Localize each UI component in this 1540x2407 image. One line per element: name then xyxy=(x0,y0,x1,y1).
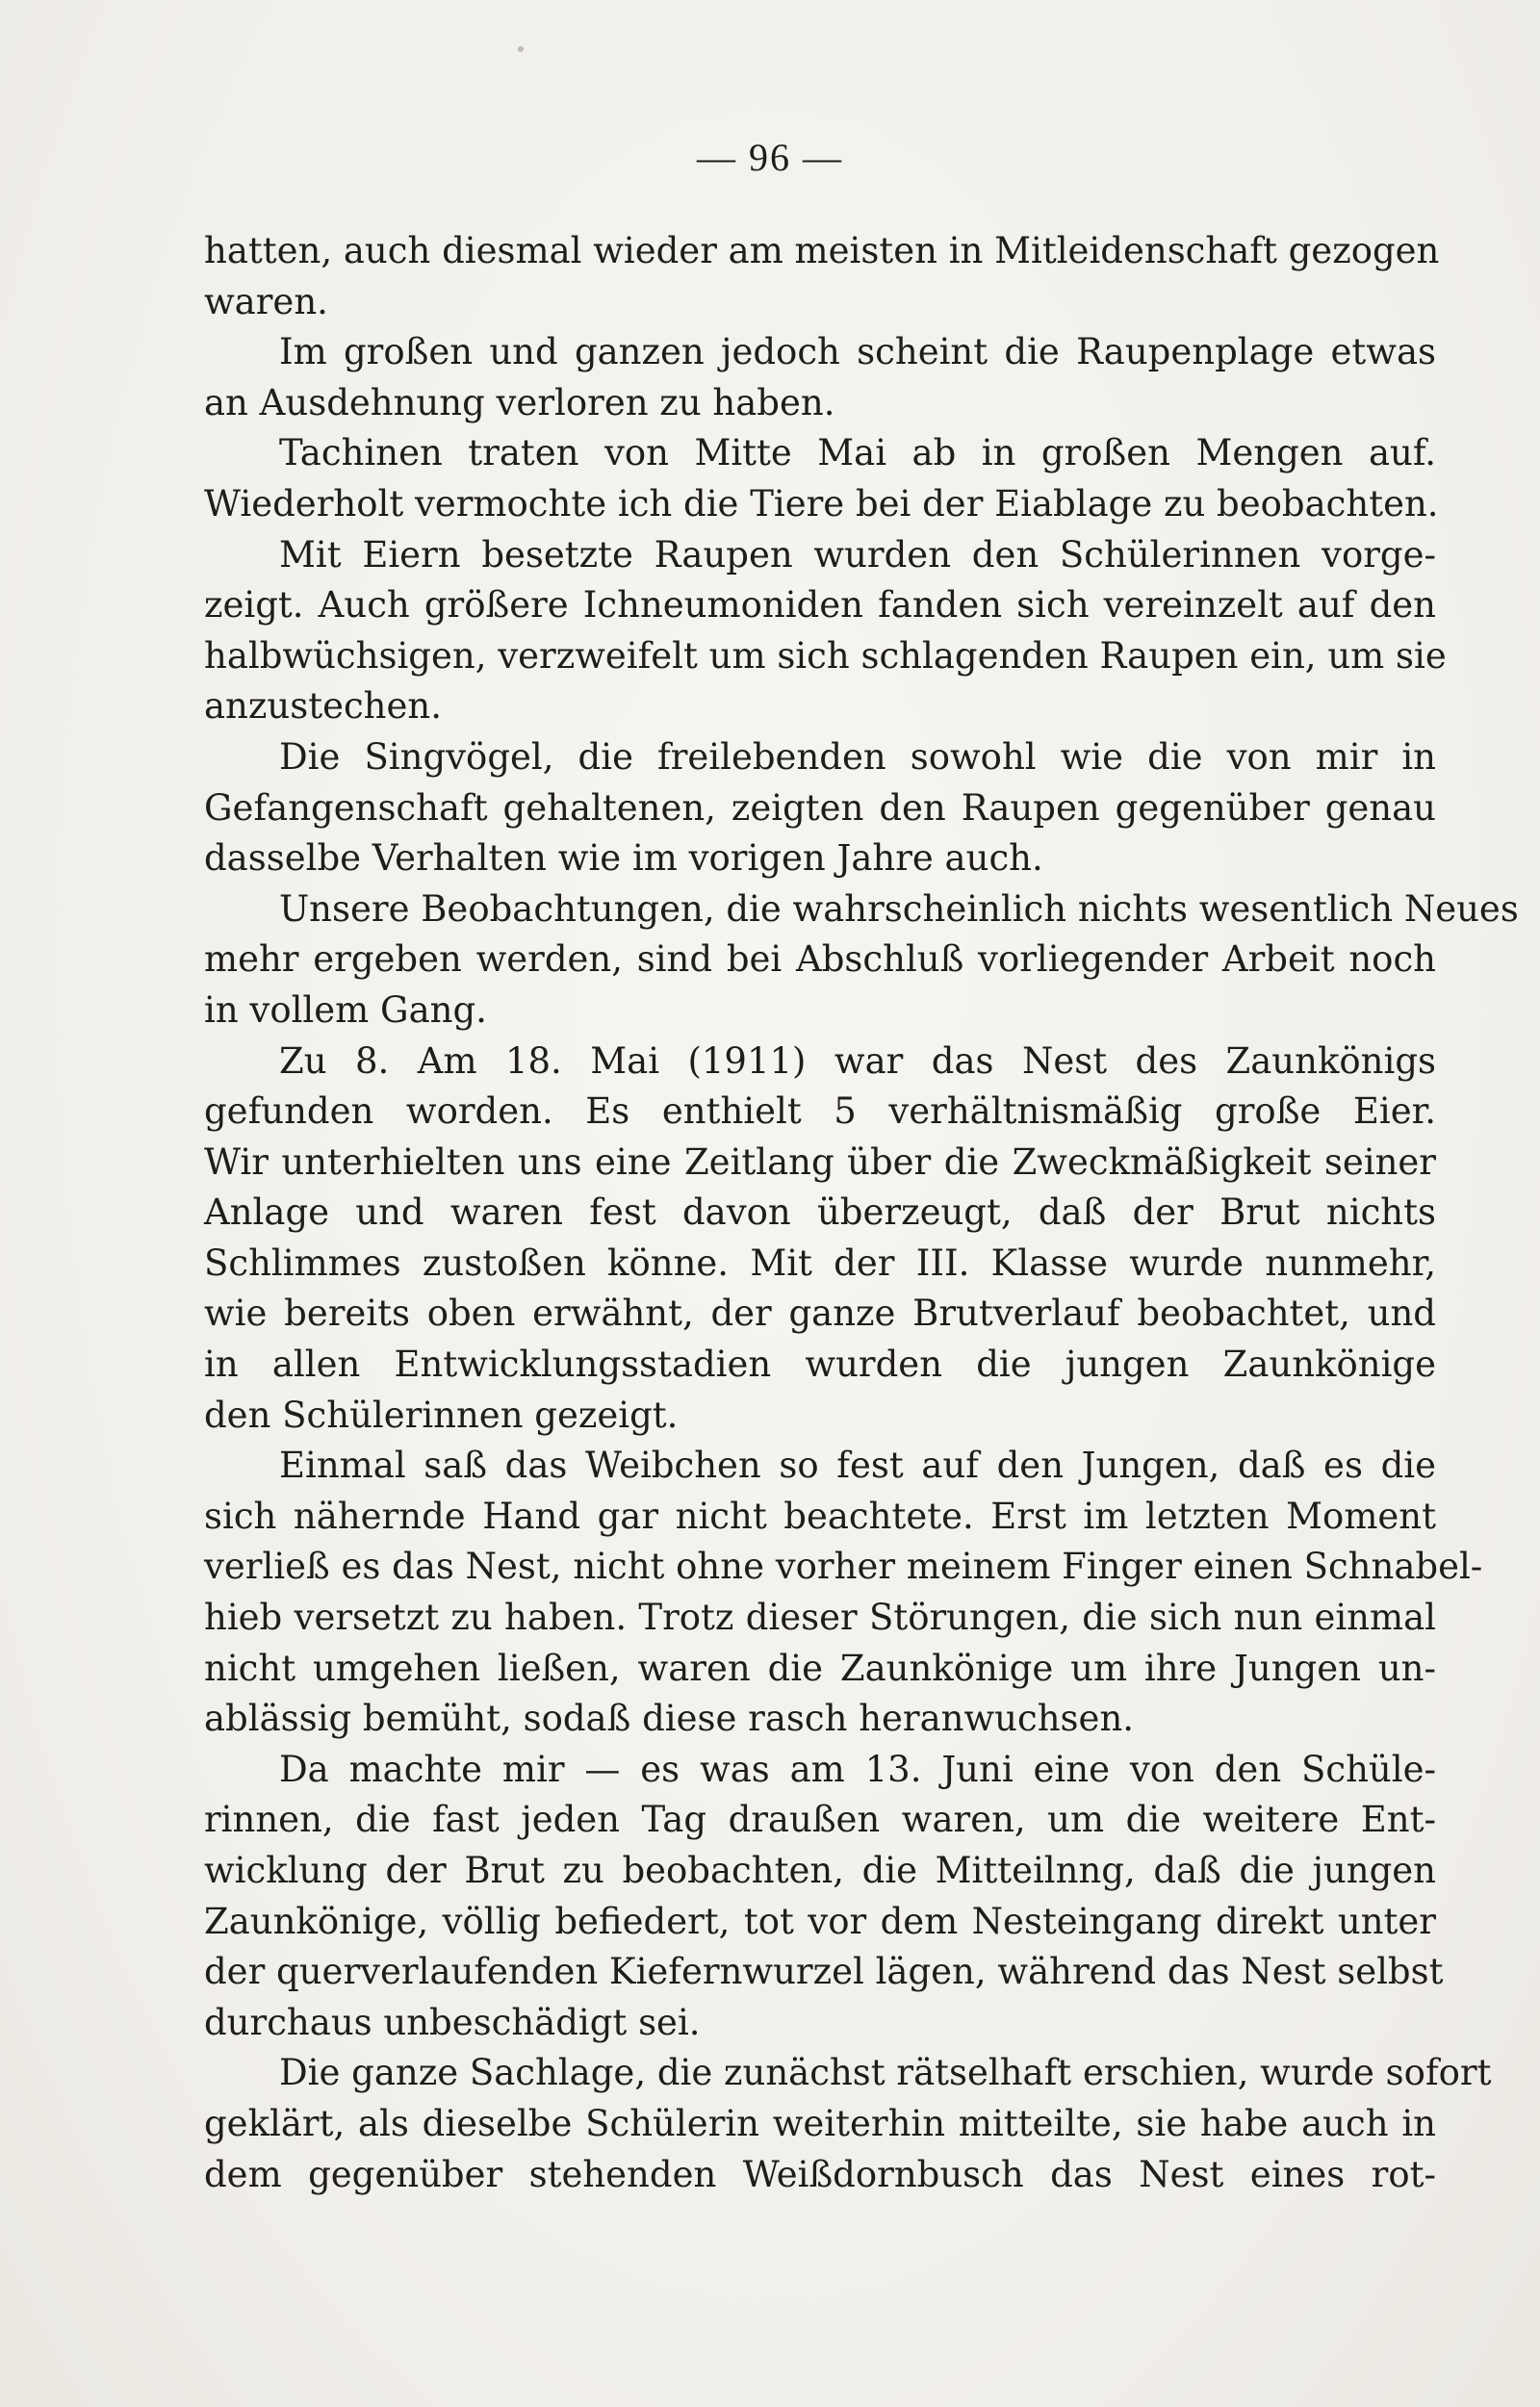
page-number: — 96 — xyxy=(697,136,843,179)
text-line: Die ganze Sachlage, die zunächst rätselhaft erschien, wurde sofort xyxy=(279,2052,1492,2094)
text-line: den Schülerinnen gezeigt. xyxy=(204,1394,679,1436)
text-line: der querverlaufenden Kiefernwurzel lägen, während das Nest selbst xyxy=(204,1951,1444,1993)
text-line: zeigt. Auch größere Ichneumoniden fanden sich vereinzelt auf den xyxy=(204,584,1436,627)
text-line: in allen Entwicklungsstadien wurden die jungen Zaunkönige xyxy=(204,1344,1436,1386)
body-text xyxy=(204,226,1519,2200)
text-line: wie bereits oben erwähnt, der ganze Brutverlauf beobachtet, und xyxy=(204,1293,1436,1335)
text-line: durchaus unbeschädigt sei. xyxy=(204,2001,701,2043)
text-line: mehr ergeben werden, sind bei Abschluß vorliegender Arbeit noch xyxy=(204,938,1436,981)
text-line: nicht umgehen ließen, waren die Zaunkönige um ihre Jungen un- xyxy=(204,1647,1436,1689)
text-line: Zaunkönige, völlig befiedert, tot vor dem Nesteingang direkt unter xyxy=(204,1900,1436,1942)
text-line: ablässig bemüht, sodaß diese rasch heranwuchsen. xyxy=(204,1698,1135,1740)
text-line: Tachinen traten von Mitte Mai ab in großen Mengen auf. xyxy=(279,432,1436,474)
text-line: geklärt, als dieselbe Schülerin weiterhin mitteilte, sie habe auch in xyxy=(204,2102,1436,2144)
text-line: Wir unterhielten uns eine Zeitlang über die Zweckmäßigkeit seiner xyxy=(204,1140,1436,1183)
text-line: Einmal saß das Weibchen so fest auf den Jungen, daß es die xyxy=(279,1445,1436,1487)
page-blemish xyxy=(518,46,524,52)
text-line: halbwüchsigen, verzweifelt um sich schlagenden Raupen ein, um sie xyxy=(204,634,1447,677)
text-line: Im großen und ganzen jedoch scheint die Raupenplage etwas xyxy=(279,331,1436,373)
text-line: dasselbe Verhalten wie im vorigen Jahre auch. xyxy=(204,837,1043,880)
text-line: in vollem Gang. xyxy=(204,988,487,1031)
text-line: Mit Eiern besetzte Raupen wurden den Schülerinnen vorge- xyxy=(279,533,1436,576)
text-line: Die Singvögel, die freilebenden sowohl wie die von mir in xyxy=(279,735,1436,778)
text-line: waren. xyxy=(204,280,328,322)
text-line: gefunden worden. Es enthielt 5 verhältnismäßig große Eier. xyxy=(204,1090,1436,1133)
text-line: hieb versetzt zu haben. Trotz dieser Störungen, die sich nun einmal xyxy=(204,1597,1436,1639)
text-line: Unsere Beobachtungen, die wahrscheinlich nichts wesentlich Neues xyxy=(279,887,1519,930)
text-line: Wiederholt vermochte ich die Tiere bei der Eiablage zu beobachten. xyxy=(204,482,1439,525)
text-line: an Ausdehnung verloren zu haben. xyxy=(204,381,835,423)
text-line: verließ es das Nest, nicht ohne vorher meinem Finger einen Schnabel- xyxy=(204,1546,1483,1588)
text-line: Anlage und waren fest davon überzeugt, daß der Brut nichts xyxy=(204,1191,1436,1234)
text-line: Zu 8. Am 18. Mai (1911) war das Nest des Zaunkönigs xyxy=(279,1039,1436,1082)
text-line: rinnen, die fast jeden Tag draußen waren, um die weitere Ent- xyxy=(204,1799,1436,1841)
text-line: anzustechen. xyxy=(204,685,443,728)
text-line: sich nähernde Hand gar nicht beachtete. Erst im letzten Moment xyxy=(204,1495,1436,1537)
text-line: hatten, auch diesmal wieder am meisten in Mitleidenschaft gezogen xyxy=(204,230,1440,271)
text-line: dem gegenüber stehenden Weißdornbusch das Nest eines rot- xyxy=(204,2153,1436,2195)
text-line: Gefangenschaft gehaltenen, zeigten den Raupen gegenüber genau xyxy=(204,786,1436,829)
text-line: Da machte mir — es was am 13. Juni eine von den Schüle- xyxy=(279,1748,1436,1790)
text-line: Schlimmes zustoßen könne. Mit der III. Klasse wurde nunmehr, xyxy=(204,1242,1436,1284)
text-line: wicklung der Brut zu beobachten, die Mitteilnng, daß die jungen xyxy=(204,1850,1436,1891)
